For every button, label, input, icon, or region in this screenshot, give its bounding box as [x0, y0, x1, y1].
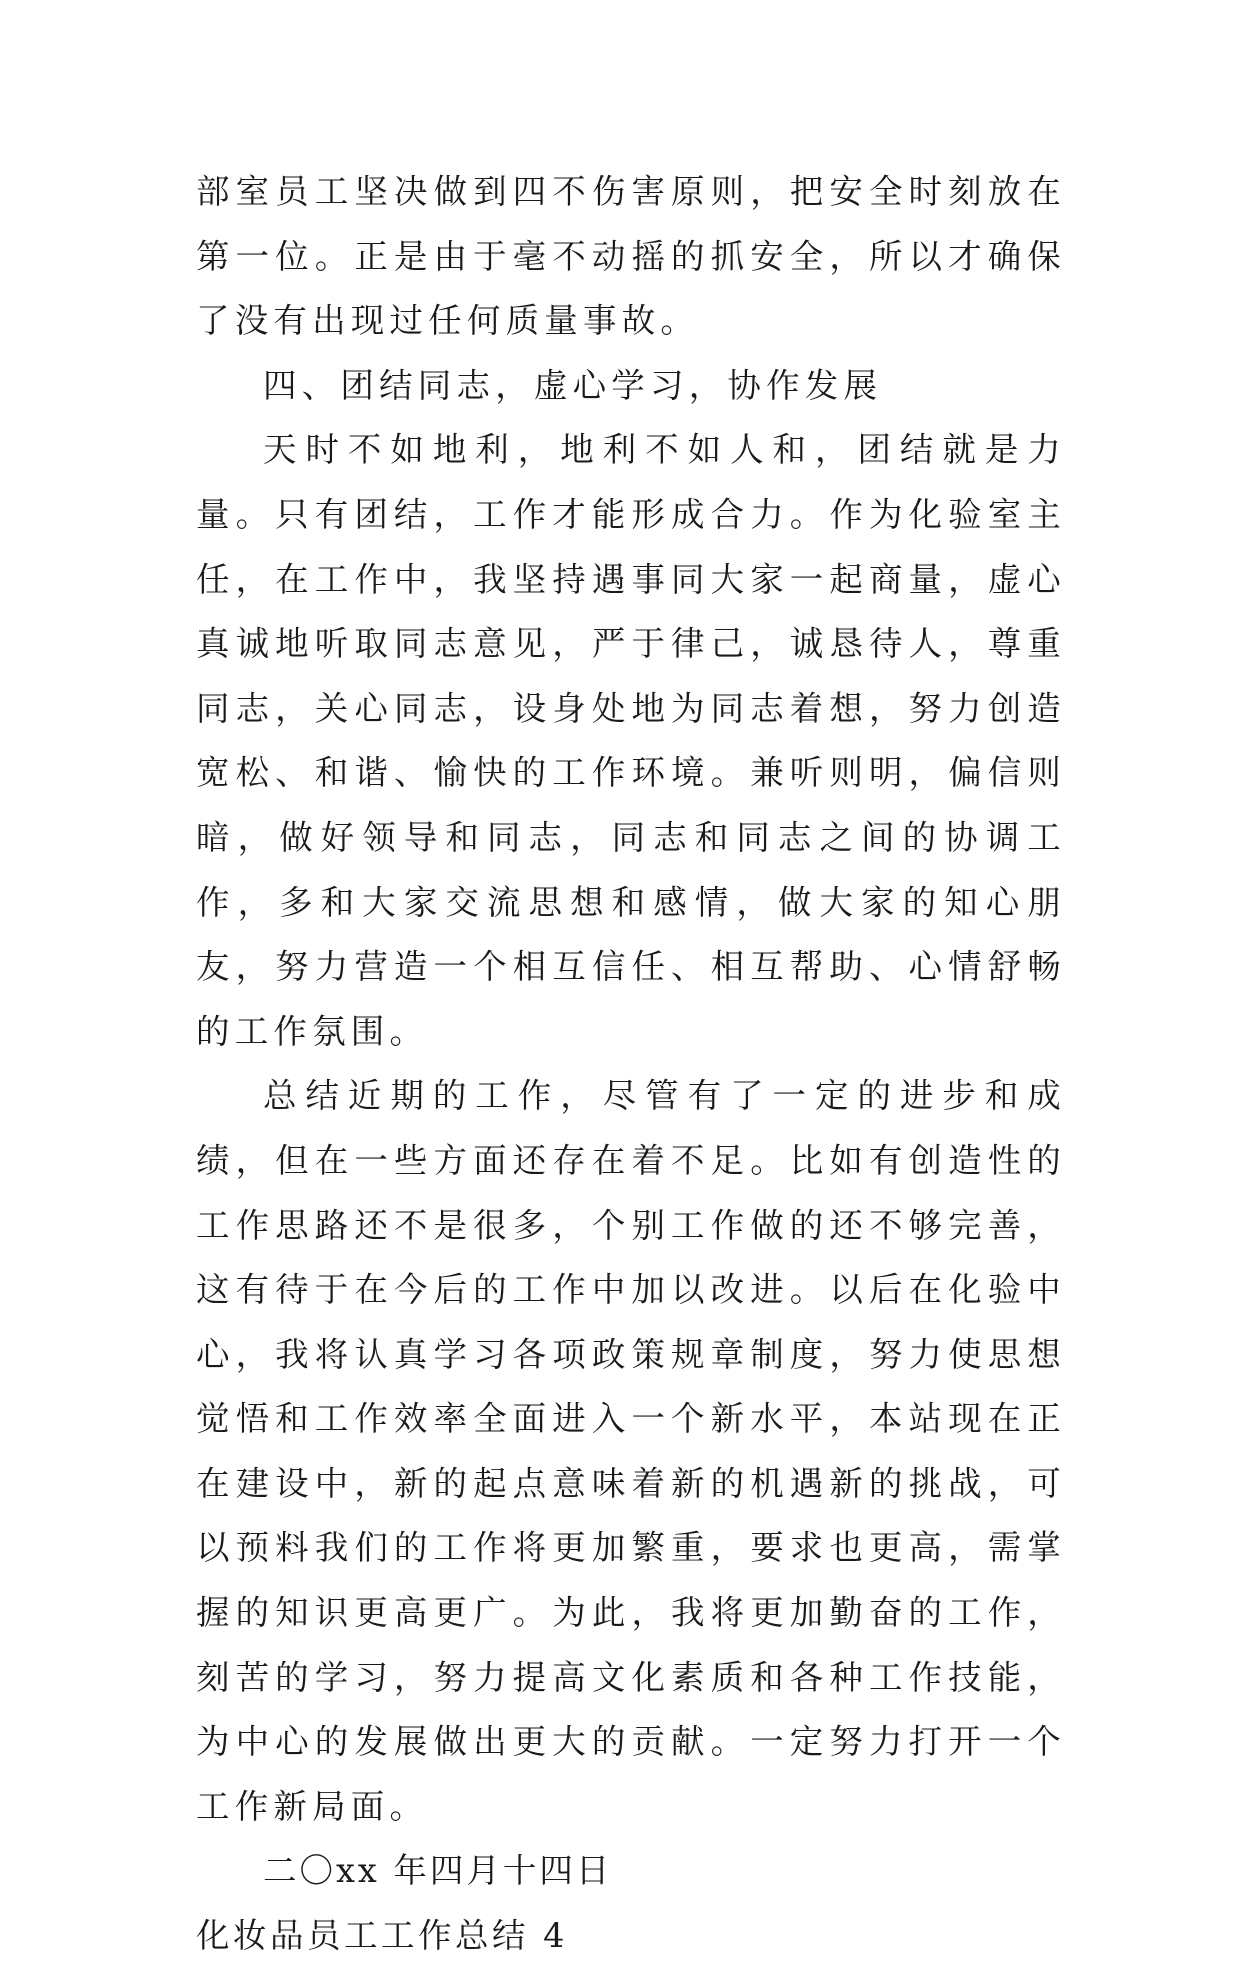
date-line: 二〇xx 年四月十四日 [263, 1851, 613, 1891]
section-heading-unity: 四、团结同志，虚心学习，协作发展 [263, 365, 883, 405]
next-document-title: 化妆品员工工作总结 4 [196, 1916, 568, 1956]
paragraph-safety-continued: 部室员工坚决做到四不伤害原则，把安全时刻放在第一位。正是由于毫不动摇的抓安全，所以才确保了没有出现过任何质量事故。 [196, 172, 1066, 341]
paragraph-unity: 天时不如地利，地利不如人和，团结就是力量。只有团结，工作才能形成合力。作为化验室主任，在工作中，我坚持遇事同大家一起商量，虚心真诚地听取同志意见，严于律己，诚恳待人，尊重同志，关心同志，设身处地为同志着想，努力创造宽松、和谐、愉快的工作环境。兼听则明，偏信则暗，做好领导和同志，同志和同志之间的协调工作，多和大家交流思想和感情，做大家的知心朋友，努力营造一个相互信任、相互帮助、心情舒畅的工作氛围。 [196, 430, 1066, 1051]
paragraph-summary: 总结近期的工作，尽管有了一定的进步和成绩，但在一些方面还存在着不足。比如有创造性的工作思路还不是很多，个别工作做的还不够完善，这有待于在今后的工作中加以改进。以后在化验中心，我将认真学习各项政策规章制度，努力使思想觉悟和工作效率全面进入一个新水平，本站现在正在建设中，新的起点意味着新的机遇新的挑战，可以预料我们的工作将更加繁重，要求也更高，需掌握的知识更高更广。为此，我将更加勤奋的工作，刻苦的学习，努力提高文化素质和各种工作技能，为中心的发展做出更大的贡献。一定努力打开一个工作新局面。 [196, 1076, 1066, 1826]
document-body [196, 160, 1066, 1969]
